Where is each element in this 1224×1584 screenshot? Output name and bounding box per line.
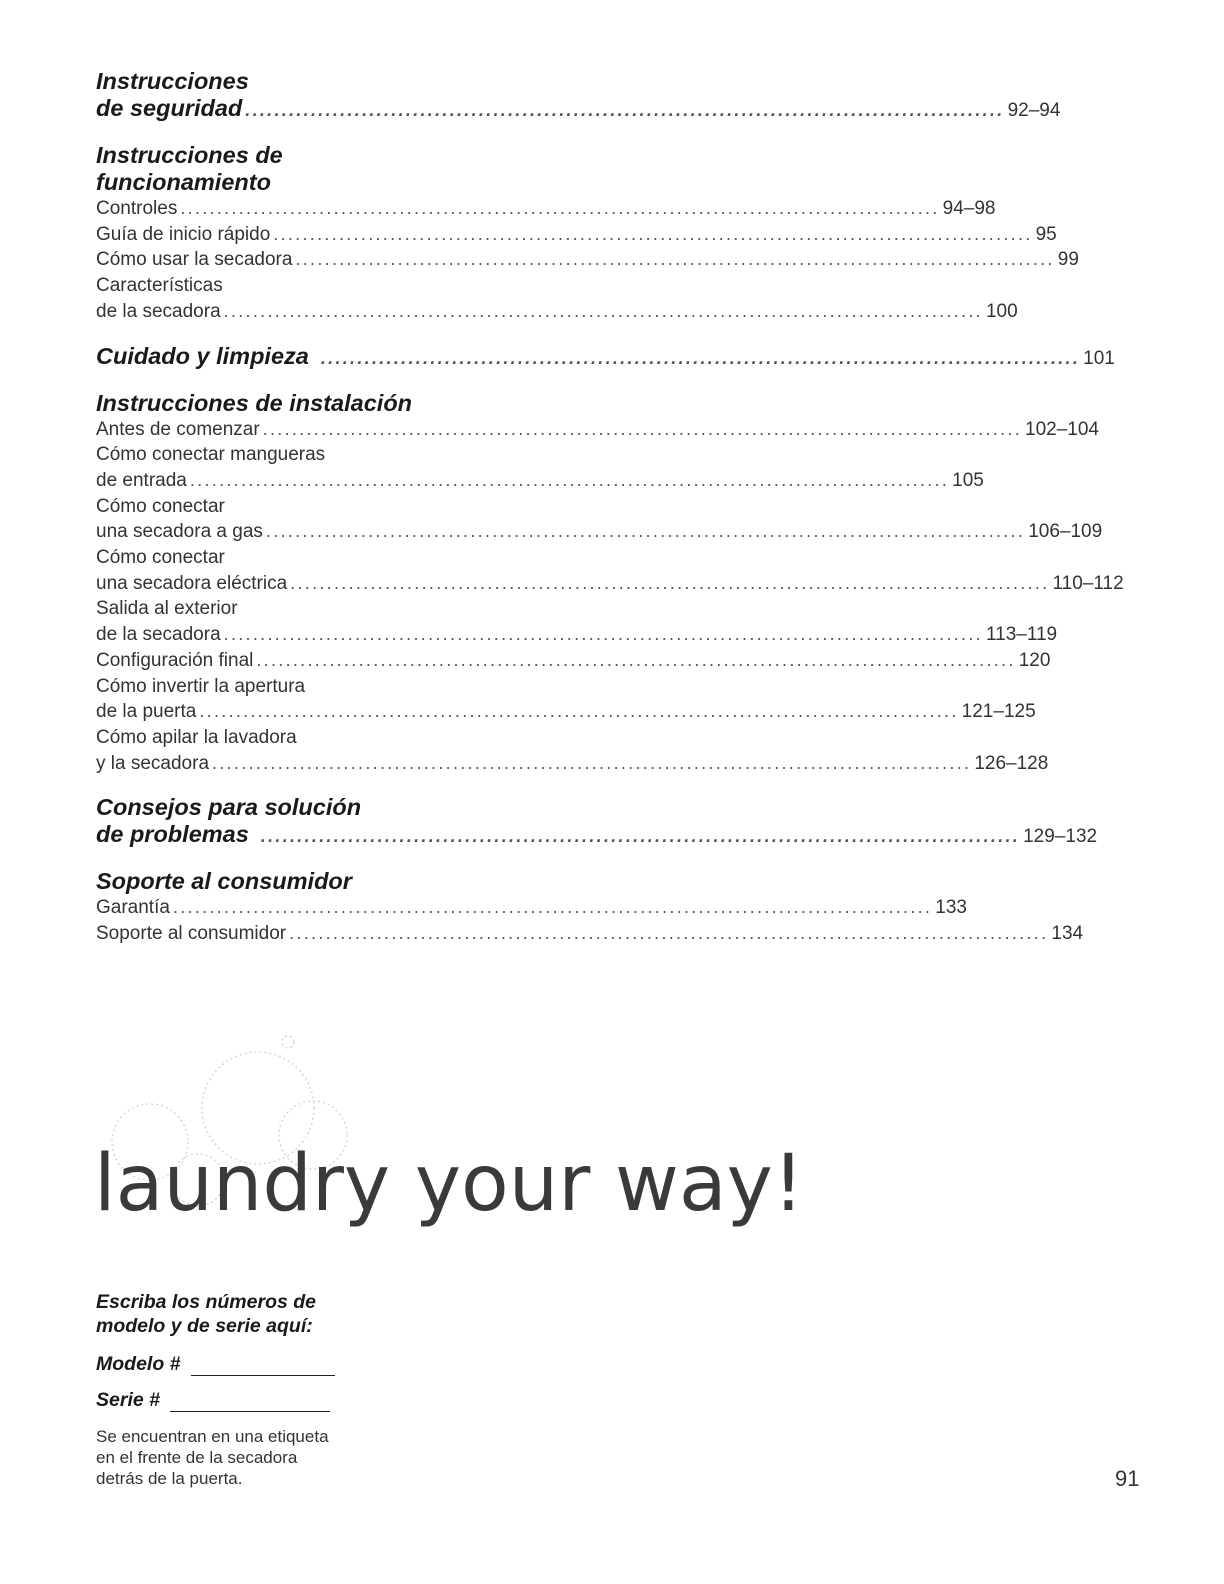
record-title-line: Escriba los números de <box>96 1291 316 1313</box>
toc-entry-text: Cómo invertir la apertura <box>96 675 306 697</box>
serial-number-label: Serie # <box>96 1389 160 1411</box>
toc-entry-text: Características <box>96 275 223 297</box>
toc-section-title: Instrucciones de funcionamiento <box>96 142 283 195</box>
toc-page-number: 121–125 <box>961 701 1036 723</box>
table-of-contents <box>96 68 1124 965</box>
toc-entry-text: Controles <box>96 198 178 219</box>
serial-number-blank[interactable] <box>170 1393 330 1412</box>
toc-entry-text: Antes de comenzar <box>96 418 260 440</box>
record-note-line: Se encuentran en una etiqueta <box>96 1427 329 1446</box>
toc-section-title: Soporte al consumidor <box>96 868 352 895</box>
toc-section-installation <box>96 389 1124 777</box>
toc-entry-text: de la secadora <box>96 624 221 646</box>
leader-dots <box>212 751 971 777</box>
toc-entry-text: Cómo conectar <box>96 495 225 517</box>
toc-entry[interactable] <box>96 751 1049 777</box>
toc-page-number: 133 <box>935 897 967 919</box>
toc-entry[interactable] <box>96 519 1103 545</box>
leader-dots <box>289 921 1048 947</box>
toc-page-number: 95 <box>1035 223 1057 245</box>
toc-entry-text: Garantía <box>96 897 170 919</box>
record-note-line: detrás de la puerta. <box>96 1469 243 1488</box>
leader-dots <box>261 823 1020 850</box>
toc-page-number: 105 <box>952 469 984 491</box>
leader-dots <box>266 519 1025 545</box>
toc-title-entry[interactable] <box>96 342 1115 372</box>
toc-page-number: 100 <box>985 300 1018 322</box>
record-title <box>96 1290 396 1338</box>
leader-dots <box>263 417 1022 443</box>
toc-entry-text: de la puerta <box>96 701 197 723</box>
model-number-label: Modelo # <box>96 1353 181 1375</box>
leader-dots <box>290 571 1049 597</box>
toc-section-title: Instrucciones de instalación <box>96 389 413 416</box>
toc-page-number: 113–119 <box>985 624 1058 646</box>
toc-section-title: de seguridad <box>96 95 243 121</box>
leader-dots <box>190 468 949 494</box>
leader-dots <box>245 97 1004 124</box>
toc-page-number: 110–112 <box>1052 572 1124 594</box>
leader-dots <box>273 222 1032 248</box>
toc-section-title: Cuidado y limpieza <box>96 342 309 369</box>
toc-page-number: 99 <box>1057 249 1079 271</box>
toc-entry-text: una secadora a gas <box>96 521 263 543</box>
toc-entry[interactable] <box>96 222 1057 248</box>
leader-dots <box>321 345 1080 372</box>
leader-dots <box>224 622 983 648</box>
record-title-line: modelo y de serie aquí: <box>96 1315 313 1337</box>
toc-page-number: 94–98 <box>942 198 996 219</box>
toc-entry-text: de la secadora <box>96 300 221 322</box>
toc-entry-text: Cómo conectar <box>96 547 225 569</box>
leader-dots <box>173 895 932 921</box>
model-number-field[interactable] <box>96 1350 396 1376</box>
toc-entry-text: Cómo apilar la lavadora <box>96 726 297 748</box>
toc-section-troubleshooting <box>96 794 1098 850</box>
toc-entry-text: Soporte al consumidor <box>96 923 287 945</box>
toc-entry-text: de entrada <box>96 469 187 491</box>
toc-entry[interactable] <box>96 247 1079 273</box>
toc-title-entry[interactable] <box>96 95 1061 124</box>
toc-entry[interactable] <box>96 468 984 494</box>
toc-page-number: 101 <box>1083 347 1115 369</box>
toc-entry[interactable] <box>96 895 967 921</box>
laundry-your-way-logo <box>88 1030 805 1270</box>
toc-page-number: 126–128 <box>974 752 1049 774</box>
toc-section-operating <box>96 142 1079 325</box>
toc-entry-text: una secadora eléctrica <box>96 572 288 594</box>
toc-entry[interactable] <box>96 299 1018 325</box>
logo-text: laundry your way! <box>94 1139 805 1229</box>
toc-section-safety <box>96 68 1061 124</box>
toc-page-number: 129–132 <box>1023 826 1098 848</box>
leader-dots <box>224 299 983 325</box>
leader-dots <box>180 196 939 222</box>
toc-entry[interactable] <box>96 648 1051 674</box>
toc-section-title: Consejos para solución <box>96 794 362 821</box>
serial-number-field[interactable] <box>96 1386 396 1412</box>
model-number-blank[interactable] <box>191 1357 335 1376</box>
toc-entry[interactable] <box>96 699 1036 725</box>
bubbles-icon <box>88 1030 805 1270</box>
toc-section-support <box>96 868 1084 946</box>
toc-entry-text: Salida al exterior <box>96 598 238 620</box>
leader-dots <box>256 648 1015 674</box>
toc-entry[interactable] <box>96 571 1124 597</box>
toc-section-title: de problemas <box>96 821 249 848</box>
toc-entry[interactable] <box>96 622 1058 648</box>
page-number: 91 <box>1115 1466 1140 1491</box>
toc-page-number: 92–94 <box>1007 100 1061 121</box>
toc-page-number: 134 <box>1051 923 1084 945</box>
toc-page-number: 106–109 <box>1028 521 1103 543</box>
record-note <box>96 1426 396 1489</box>
toc-section-care <box>96 342 1115 372</box>
toc-entry[interactable] <box>96 921 1084 947</box>
toc-entry-text: Configuración final <box>96 649 254 671</box>
toc-page-number: 120 <box>1018 649 1051 671</box>
record-note-line: en el frente de la secadora <box>96 1448 298 1467</box>
toc-title-entry[interactable] <box>96 821 1098 850</box>
toc-entry-text: Guía de inicio rápido <box>96 223 271 245</box>
toc-section-title: Instrucciones <box>96 68 249 94</box>
model-serial-record <box>96 1290 396 1489</box>
leader-dots <box>295 247 1054 273</box>
leader-dots <box>199 699 958 725</box>
toc-entry-text: y la secadora <box>96 752 210 774</box>
toc-entry-text: Cómo conectar mangueras <box>96 444 326 466</box>
toc-entry[interactable] <box>96 417 1099 443</box>
toc-page-number: 102–104 <box>1025 418 1099 440</box>
toc-entry[interactable] <box>96 196 996 222</box>
toc-entry-text: Cómo usar la secadora <box>96 249 293 271</box>
